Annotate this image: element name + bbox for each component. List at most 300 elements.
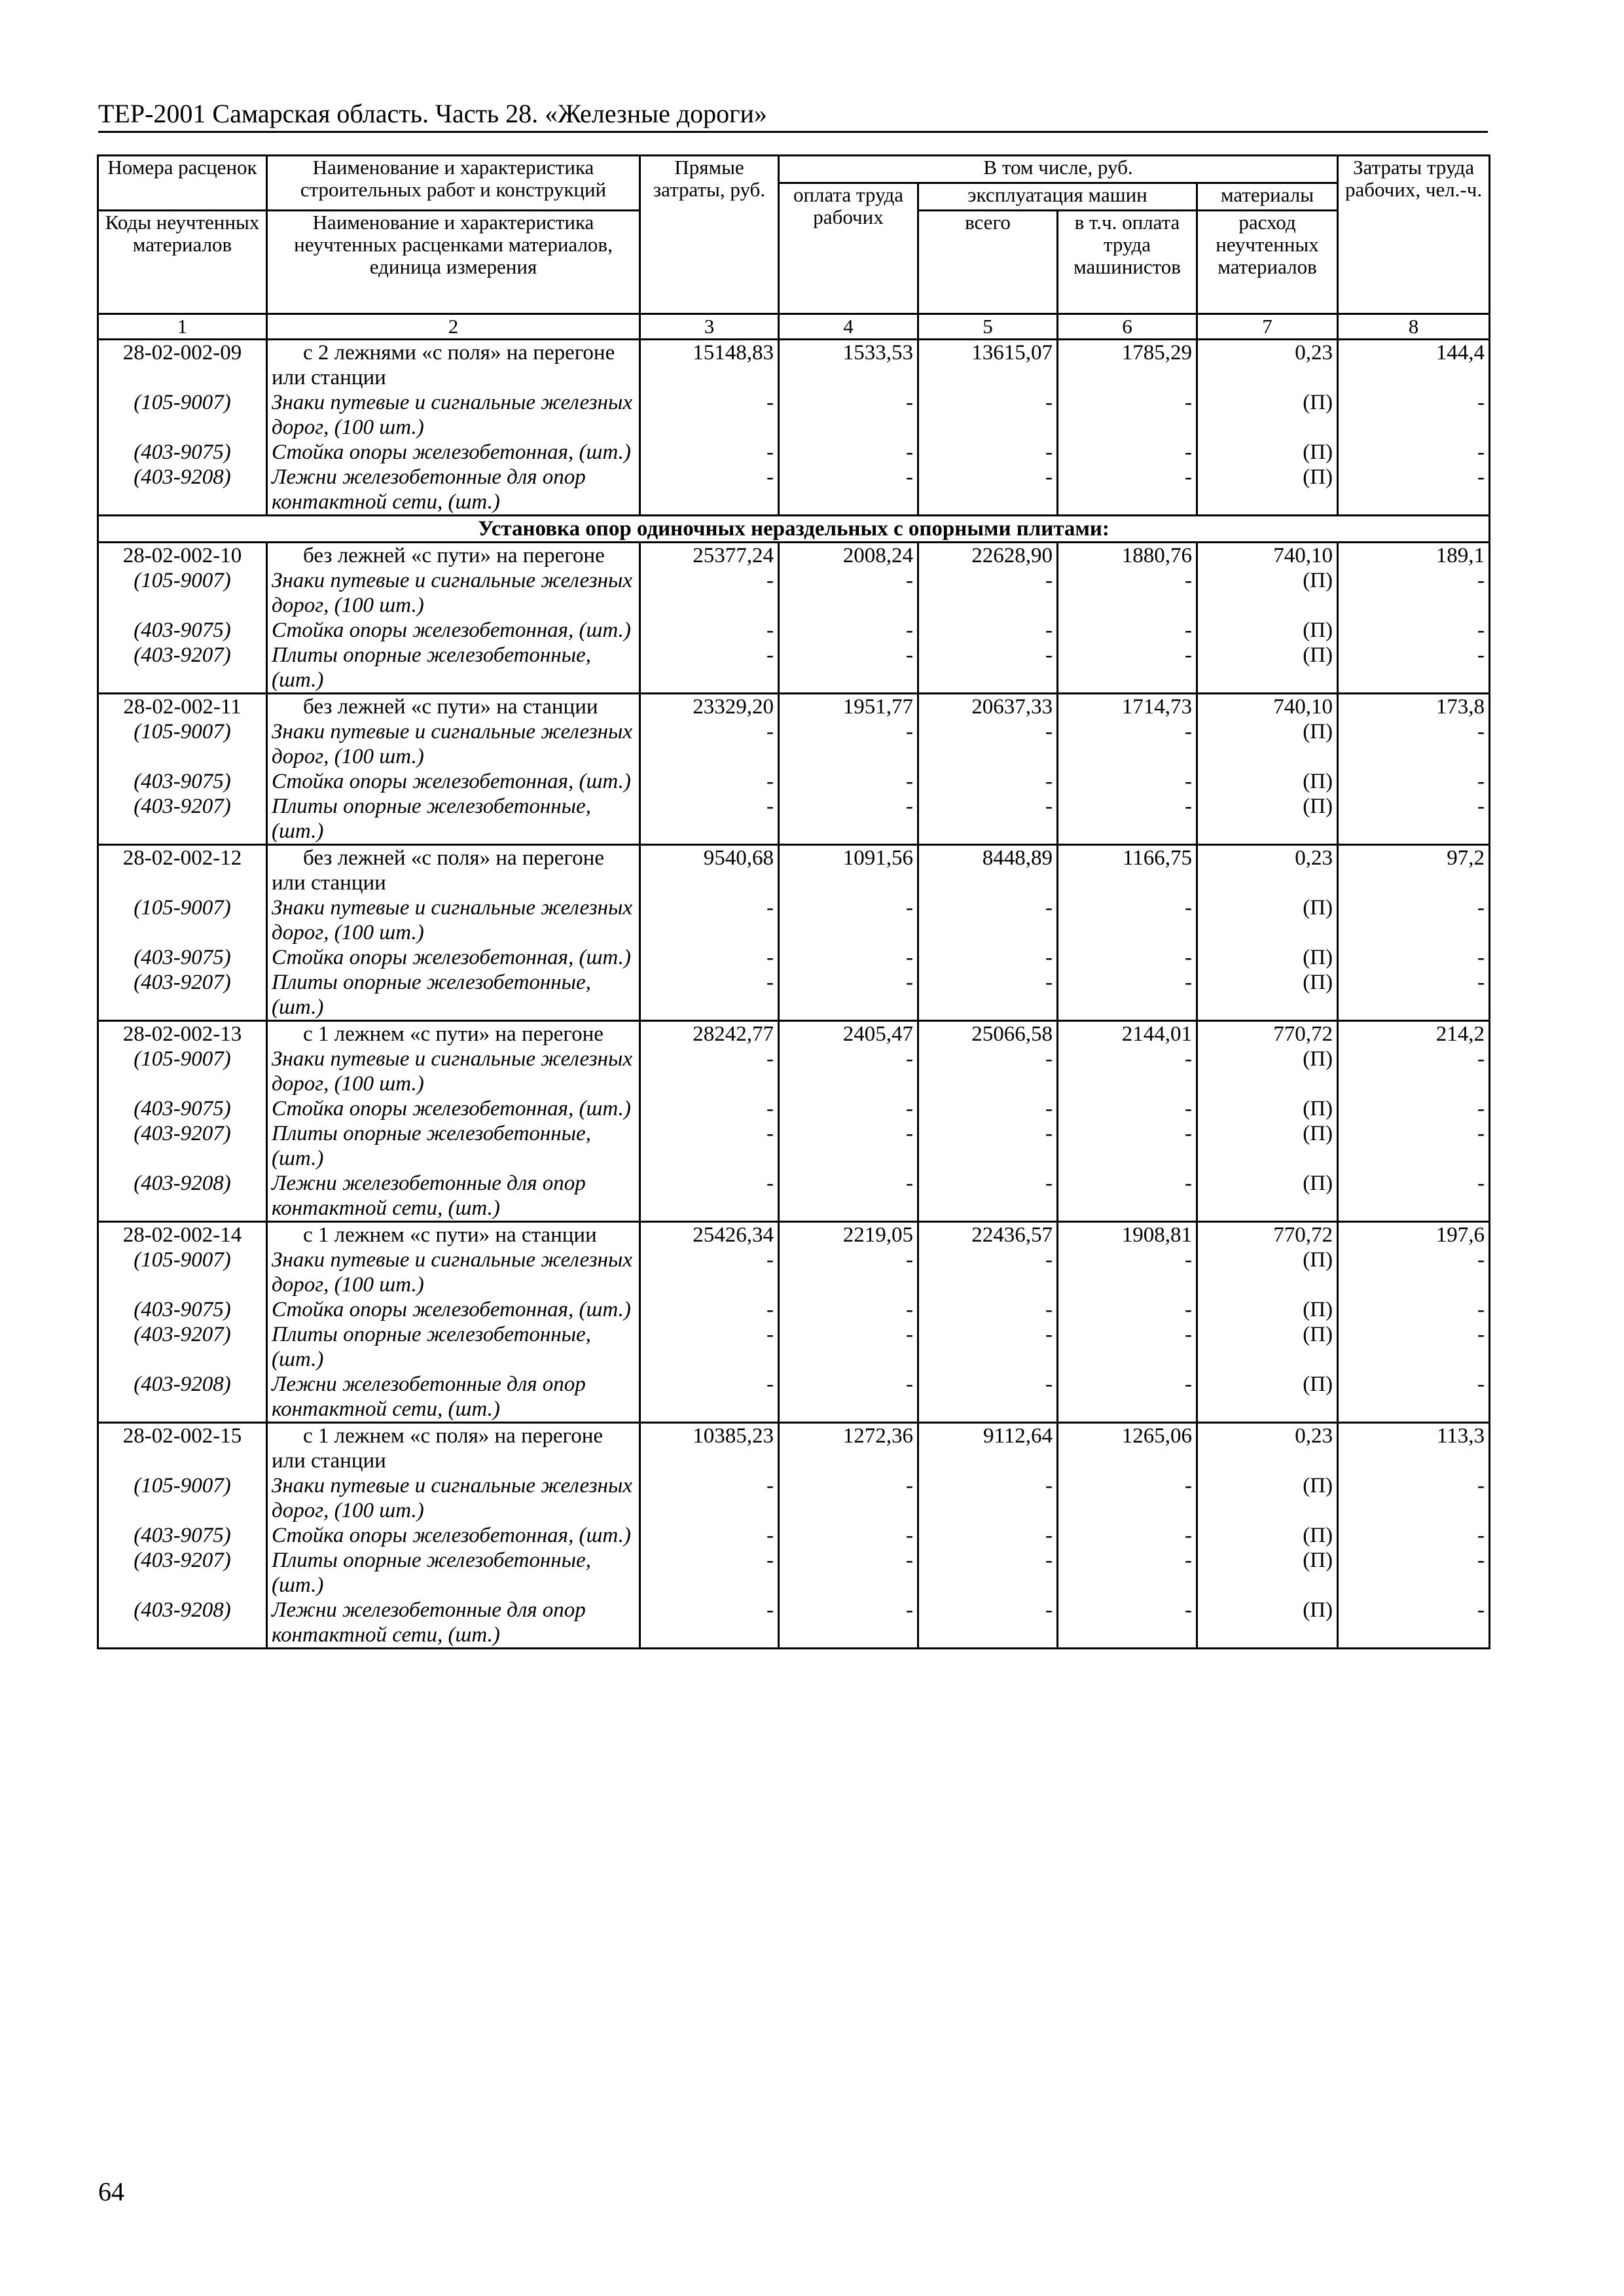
machines-total-value: - <box>918 769 1058 794</box>
operator-pay-value: - <box>1058 1473 1197 1523</box>
labor-hours-value: - <box>1338 1096 1490 1121</box>
materials-value: (П) <box>1197 895 1338 945</box>
material-code: (403-9208) <box>98 1598 267 1649</box>
material-code: (403-9207) <box>98 1121 267 1171</box>
labor-hours-value: - <box>1338 1372 1490 1423</box>
direct-costs-value: - <box>640 390 779 440</box>
materials-value: (П) <box>1197 1372 1338 1423</box>
materials-value: (П) <box>1197 794 1338 845</box>
work-description: без лежней «с пути» на станции <box>267 694 640 720</box>
labor-hours-value: - <box>1338 1297 1490 1322</box>
machines-total-value: - <box>918 643 1058 694</box>
worker-pay-value: - <box>779 465 918 516</box>
column-number: 8 <box>1338 314 1490 340</box>
direct-costs-value: 25426,34 <box>640 1222 779 1248</box>
material-description: Лежни железобетонные для опор контактной сети, (шт.) <box>267 465 640 516</box>
labor-hours-value: - <box>1338 643 1490 694</box>
operator-pay-value: 2144,01 <box>1058 1021 1197 1047</box>
material-description: Знаки путевые и сигнальные железных дорог, (100 шт.) <box>267 1047 640 1096</box>
material-description: Плиты опорные железобетонные, (шт.) <box>267 794 640 845</box>
labor-hours-value: - <box>1338 1548 1490 1598</box>
direct-costs-value: 28242,77 <box>640 1021 779 1047</box>
labor-hours-value: - <box>1338 1247 1490 1297</box>
materials-value: (П) <box>1197 1322 1338 1372</box>
operator-pay-value: - <box>1058 1322 1197 1372</box>
material-code: (403-9075) <box>98 1523 267 1548</box>
rate-code: 28-02-002-09 <box>98 340 267 391</box>
material-description: Стойка опоры железобетонная, (шт.) <box>267 769 640 794</box>
worker-pay-value: 1533,53 <box>779 340 918 391</box>
material-code: (403-9207) <box>98 643 267 694</box>
machines-total-value: - <box>918 1598 1058 1649</box>
section-heading-row <box>98 516 1490 543</box>
material-code: (403-9207) <box>98 970 267 1021</box>
rate-row <box>98 1021 1490 1047</box>
direct-costs-value: - <box>640 945 779 970</box>
material-code: (403-9207) <box>98 1322 267 1372</box>
materials-value: (П) <box>1197 465 1338 516</box>
material-row <box>98 1096 1490 1121</box>
materials-value: (П) <box>1197 719 1338 769</box>
material-code: (105-9007) <box>98 568 267 618</box>
direct-costs-value: 10385,23 <box>640 1423 779 1474</box>
materials-value: (П) <box>1197 769 1338 794</box>
machines-total-value: 22628,90 <box>918 543 1058 569</box>
machines-total-value: - <box>918 1297 1058 1322</box>
labor-hours-value: - <box>1338 1473 1490 1523</box>
material-description: Плиты опорные железобетонные, (шт.) <box>267 1322 640 1372</box>
material-code: (105-9007) <box>98 1247 267 1297</box>
operator-pay-value: - <box>1058 465 1197 516</box>
operator-pay-value: 1166,75 <box>1058 845 1197 896</box>
materials-value: (П) <box>1197 568 1338 618</box>
operator-pay-value: - <box>1058 1598 1197 1649</box>
operator-pay-value: - <box>1058 643 1197 694</box>
materials-value: 770,72 <box>1197 1021 1338 1047</box>
labor-hours-value: - <box>1338 895 1490 945</box>
column-number: 3 <box>640 314 779 340</box>
labor-hours-value: 144,4 <box>1338 340 1490 391</box>
labor-hours-value: 97,2 <box>1338 845 1490 896</box>
machines-total-value: - <box>918 618 1058 643</box>
material-row <box>98 970 1490 1021</box>
rate-row <box>98 1423 1490 1474</box>
direct-costs-value: 23329,20 <box>640 694 779 720</box>
operator-pay-value: - <box>1058 568 1197 618</box>
machines-total-value: - <box>918 970 1058 1021</box>
rate-row <box>98 845 1490 896</box>
direct-costs-value: - <box>640 1297 779 1322</box>
labor-hours-value: - <box>1338 465 1490 516</box>
material-description: Плиты опорные железобетонные, (шт.) <box>267 1548 640 1598</box>
material-row <box>98 1372 1490 1423</box>
labor-hours-value: 113,3 <box>1338 1423 1490 1474</box>
machines-total-value: 8448,89 <box>918 845 1058 896</box>
operator-pay-value: - <box>1058 769 1197 794</box>
materials-value: 0,23 <box>1197 1423 1338 1474</box>
material-row <box>98 1047 1490 1096</box>
operator-pay-value: - <box>1058 1548 1197 1598</box>
worker-pay-value: - <box>779 945 918 970</box>
machines-total-value: 25066,58 <box>918 1021 1058 1047</box>
worker-pay-value: - <box>779 1121 918 1171</box>
materials-value: 740,10 <box>1197 694 1338 720</box>
worker-pay-value: - <box>779 568 918 618</box>
material-description: Стойка опоры железобетонная, (шт.) <box>267 1096 640 1121</box>
worker-pay-value: - <box>779 1598 918 1649</box>
operator-pay-value: - <box>1058 1247 1197 1297</box>
material-row <box>98 618 1490 643</box>
rate-code: 28-02-002-11 <box>98 694 267 720</box>
direct-costs-value: - <box>640 1473 779 1523</box>
header-material-consumption: расход неучтенных материалов <box>1197 211 1338 314</box>
operator-pay-value: 1785,29 <box>1058 340 1197 391</box>
machines-total-value: - <box>918 945 1058 970</box>
material-row <box>98 1523 1490 1548</box>
materials-value: (П) <box>1197 945 1338 970</box>
worker-pay-value: - <box>779 618 918 643</box>
rate-code: 28-02-002-12 <box>98 845 267 896</box>
material-code: (403-9208) <box>98 1171 267 1222</box>
materials-value: (П) <box>1197 1171 1338 1222</box>
header-direct-costs: Прямые затраты, руб. <box>640 156 779 314</box>
header-machine-operation: эксплуатация машин <box>918 183 1197 211</box>
header-work-name: Наименование и характеристика строительных работ и конструкций <box>267 156 640 211</box>
material-description: Лежни железобетонные для опор контактной сети, (шт.) <box>267 1372 640 1423</box>
rate-code: 28-02-002-10 <box>98 543 267 569</box>
materials-value: (П) <box>1197 643 1338 694</box>
materials-value: (П) <box>1197 1047 1338 1096</box>
material-code: (403-9207) <box>98 794 267 845</box>
materials-value: (П) <box>1197 618 1338 643</box>
rates-table <box>97 154 1490 1649</box>
worker-pay-value: - <box>779 1297 918 1322</box>
direct-costs-value: - <box>640 618 779 643</box>
materials-value: (П) <box>1197 1548 1338 1598</box>
worker-pay-value: 1272,36 <box>779 1423 918 1474</box>
material-description: Лежни железобетонные для опор контактной сети, (шт.) <box>267 1171 640 1222</box>
table-header <box>98 156 1490 340</box>
material-code: (403-9208) <box>98 465 267 516</box>
direct-costs-value: - <box>640 1548 779 1598</box>
labor-hours-value: - <box>1338 1322 1490 1372</box>
material-row <box>98 1322 1490 1372</box>
labor-hours-value: - <box>1338 440 1490 465</box>
machines-total-value: - <box>918 465 1058 516</box>
operator-pay-value: - <box>1058 719 1197 769</box>
header-rule <box>98 131 1488 133</box>
material-row <box>98 794 1490 845</box>
direct-costs-value: - <box>640 465 779 516</box>
machines-total-value: - <box>918 1548 1058 1598</box>
header-material-codes: Коды неучтенных материалов <box>98 211 267 314</box>
materials-value: (П) <box>1197 970 1338 1021</box>
operator-pay-value: - <box>1058 1297 1197 1322</box>
worker-pay-value: - <box>779 895 918 945</box>
worker-pay-value: - <box>779 1171 918 1222</box>
material-row <box>98 568 1490 618</box>
labor-hours-value: - <box>1338 1523 1490 1548</box>
rate-row <box>98 340 1490 391</box>
operator-pay-value: - <box>1058 1096 1197 1121</box>
material-description: Знаки путевые и сигнальные железных дорог, (100 шт.) <box>267 1473 640 1523</box>
rate-row <box>98 1222 1490 1248</box>
operator-pay-value: - <box>1058 945 1197 970</box>
materials-value: 0,23 <box>1197 845 1338 896</box>
material-row <box>98 1473 1490 1523</box>
table-body <box>98 340 1490 1649</box>
material-description: Лежни железобетонные для опор контактной сети, (шт.) <box>267 1598 640 1649</box>
machines-total-value: - <box>918 895 1058 945</box>
materials-value: (П) <box>1197 440 1338 465</box>
direct-costs-value: - <box>640 769 779 794</box>
machines-total-value: - <box>918 794 1058 845</box>
material-code: (105-9007) <box>98 719 267 769</box>
machines-total-value: - <box>918 390 1058 440</box>
direct-costs-value: - <box>640 970 779 1021</box>
material-code: (403-9075) <box>98 1297 267 1322</box>
machines-total-value: 9112,64 <box>918 1423 1058 1474</box>
operator-pay-value: - <box>1058 440 1197 465</box>
direct-costs-value: - <box>640 1247 779 1297</box>
worker-pay-value: - <box>779 769 918 794</box>
header-rate-numbers: Номера расценок <box>98 156 267 211</box>
labor-hours-value: - <box>1338 1171 1490 1222</box>
machines-total-value: - <box>918 1171 1058 1222</box>
material-description: Плиты опорные железобетонные, (шт.) <box>267 643 640 694</box>
operator-pay-value: - <box>1058 1047 1197 1096</box>
work-description: без лежней «с пути» на перегоне <box>267 543 640 569</box>
material-code: (403-9075) <box>98 1096 267 1121</box>
materials-value: 770,72 <box>1197 1222 1338 1248</box>
work-description: с 1 лежнем «с пути» на станции <box>267 1222 640 1248</box>
material-description: Плиты опорные железобетонные, (шт.) <box>267 970 640 1021</box>
labor-hours-value: - <box>1338 1598 1490 1649</box>
header-materials: материалы <box>1197 183 1338 211</box>
operator-pay-value: - <box>1058 1523 1197 1548</box>
direct-costs-value: - <box>640 794 779 845</box>
material-code: (403-9075) <box>98 769 267 794</box>
rate-code: 28-02-002-13 <box>98 1021 267 1047</box>
worker-pay-value: - <box>779 440 918 465</box>
direct-costs-value: - <box>640 643 779 694</box>
material-description: Знаки путевые и сигнальные железных дорог, (100 шт.) <box>267 719 640 769</box>
material-row <box>98 895 1490 945</box>
machines-total-value: - <box>918 719 1058 769</box>
page-number: 64 <box>98 2177 124 2206</box>
worker-pay-value: - <box>779 390 918 440</box>
material-description: Стойка опоры железобетонная, (шт.) <box>267 1297 640 1322</box>
material-row <box>98 440 1490 465</box>
material-code: (403-9075) <box>98 618 267 643</box>
labor-hours-value: - <box>1338 945 1490 970</box>
column-number: 1 <box>98 314 267 340</box>
machines-total-value: 20637,33 <box>918 694 1058 720</box>
header-worker-pay: оплата труда рабочих <box>779 183 918 314</box>
material-code: (105-9007) <box>98 390 267 440</box>
material-description: Стойка опоры железобетонная, (шт.) <box>267 1523 640 1548</box>
column-number: 5 <box>918 314 1058 340</box>
worker-pay-value: 1951,77 <box>779 694 918 720</box>
material-description: Знаки путевые и сигнальные железных дорог, (100 шт.) <box>267 390 640 440</box>
section-heading: Установка опор одиночных нераздельных с опорными плитами: <box>98 516 1490 543</box>
worker-pay-value: - <box>779 1548 918 1598</box>
operator-pay-value: - <box>1058 794 1197 845</box>
direct-costs-value: 15148,83 <box>640 340 779 391</box>
worker-pay-value: - <box>779 643 918 694</box>
worker-pay-value: - <box>779 970 918 1021</box>
materials-value: (П) <box>1197 1096 1338 1121</box>
material-description: Стойка опоры железобетонная, (шт.) <box>267 440 640 465</box>
material-row <box>98 945 1490 970</box>
worker-pay-value: 1091,56 <box>779 845 918 896</box>
materials-value: (П) <box>1197 1598 1338 1649</box>
labor-hours-value: - <box>1338 769 1490 794</box>
material-description: Знаки путевые и сигнальные железных дорог, (100 шт.) <box>267 1247 640 1297</box>
column-number: 6 <box>1058 314 1197 340</box>
materials-value: (П) <box>1197 1473 1338 1523</box>
labor-hours-value: - <box>1338 794 1490 845</box>
machines-total-value: - <box>918 1096 1058 1121</box>
materials-value: (П) <box>1197 1523 1338 1548</box>
rate-row <box>98 543 1490 569</box>
worker-pay-value: - <box>779 1372 918 1423</box>
worker-pay-value: - <box>779 1047 918 1096</box>
materials-value: (П) <box>1197 390 1338 440</box>
direct-costs-value: - <box>640 1523 779 1548</box>
operator-pay-value: - <box>1058 1372 1197 1423</box>
labor-hours-value: 197,6 <box>1338 1222 1490 1248</box>
materials-value: 0,23 <box>1197 340 1338 391</box>
material-code: (105-9007) <box>98 895 267 945</box>
operator-pay-value: 1880,76 <box>1058 543 1197 569</box>
work-description: с 1 лежнем «с пути» на перегоне <box>267 1021 640 1047</box>
materials-value: 740,10 <box>1197 543 1338 569</box>
worker-pay-value: - <box>779 1473 918 1523</box>
material-row <box>98 643 1490 694</box>
direct-costs-value: - <box>640 1171 779 1222</box>
header-including: В том числе, руб. <box>779 156 1338 183</box>
direct-costs-value: 9540,68 <box>640 845 779 896</box>
machines-total-value: - <box>918 568 1058 618</box>
material-row <box>98 719 1490 769</box>
material-description: Знаки путевые и сигнальные железных дорог, (100 шт.) <box>267 895 640 945</box>
direct-costs-value: - <box>640 1096 779 1121</box>
direct-costs-value: - <box>640 1322 779 1372</box>
material-code: (403-9075) <box>98 440 267 465</box>
machines-total-value: - <box>918 440 1058 465</box>
labor-hours-value: - <box>1338 390 1490 440</box>
material-row <box>98 390 1490 440</box>
material-description: Знаки путевые и сигнальные железных дорог, (100 шт.) <box>267 568 640 618</box>
operator-pay-value: - <box>1058 390 1197 440</box>
page-header-title: ТЕР-2001 Самарская область. Часть 28. «Железные дороги» <box>98 99 767 128</box>
direct-costs-value: - <box>640 895 779 945</box>
machines-total-value: - <box>918 1322 1058 1372</box>
labor-hours-value: - <box>1338 1121 1490 1171</box>
worker-pay-value: 2405,47 <box>779 1021 918 1047</box>
material-description: Плиты опорные железобетонные, (шт.) <box>267 1121 640 1171</box>
machines-total-value: - <box>918 1523 1058 1548</box>
operator-pay-value: 1714,73 <box>1058 694 1197 720</box>
labor-hours-value: - <box>1338 1047 1490 1096</box>
worker-pay-value: - <box>779 719 918 769</box>
machines-total-value: - <box>918 1121 1058 1171</box>
machines-total-value: - <box>918 1247 1058 1297</box>
direct-costs-value: - <box>640 1047 779 1096</box>
materials-value: (П) <box>1197 1297 1338 1322</box>
header-operator-pay: в т.ч. оплата труда машинистов <box>1058 211 1197 314</box>
work-description: с 1 лежнем «с поля» на перегоне или станции <box>267 1423 640 1474</box>
work-description: с 2 лежнями «с поля» на перегоне или станции <box>267 340 640 391</box>
column-numbers-row <box>98 314 1490 340</box>
column-number: 2 <box>267 314 640 340</box>
material-code: (403-9075) <box>98 945 267 970</box>
machines-total-value: - <box>918 1047 1058 1096</box>
material-code: (105-9007) <box>98 1473 267 1523</box>
direct-costs-value: - <box>640 1121 779 1171</box>
material-row <box>98 1297 1490 1322</box>
labor-hours-value: - <box>1338 970 1490 1021</box>
worker-pay-value: 2219,05 <box>779 1222 918 1248</box>
material-code: (403-9208) <box>98 1372 267 1423</box>
worker-pay-value: - <box>779 1096 918 1121</box>
operator-pay-value: - <box>1058 1121 1197 1171</box>
labor-hours-value: 173,8 <box>1338 694 1490 720</box>
material-row <box>98 1121 1490 1171</box>
labor-hours-value: 189,1 <box>1338 543 1490 569</box>
direct-costs-value: - <box>640 1372 779 1423</box>
operator-pay-value: - <box>1058 1171 1197 1222</box>
material-row <box>98 1171 1490 1222</box>
material-row <box>98 769 1490 794</box>
rate-code: 28-02-002-15 <box>98 1423 267 1474</box>
material-description: Стойка опоры железобетонная, (шт.) <box>267 618 640 643</box>
direct-costs-value: - <box>640 1598 779 1649</box>
labor-hours-value: - <box>1338 568 1490 618</box>
operator-pay-value: 1908,81 <box>1058 1222 1197 1248</box>
machines-total-value: - <box>918 1372 1058 1423</box>
work-description: без лежней «с поля» на перегоне или станции <box>267 845 640 896</box>
worker-pay-value: - <box>779 1322 918 1372</box>
worker-pay-value: - <box>779 1523 918 1548</box>
material-row <box>98 1548 1490 1598</box>
materials-value: (П) <box>1197 1247 1338 1297</box>
operator-pay-value: - <box>1058 895 1197 945</box>
machines-total-value: - <box>918 1473 1058 1523</box>
header-machines-total: всего <box>918 211 1058 314</box>
material-row <box>98 1598 1490 1649</box>
header-material-name: Наименование и характеристика неучтенных расценками материалов, единица измерения <box>267 211 640 314</box>
machines-total-value: 22436,57 <box>918 1222 1058 1248</box>
operator-pay-value: - <box>1058 970 1197 1021</box>
worker-pay-value: 2008,24 <box>779 543 918 569</box>
labor-hours-value: - <box>1338 618 1490 643</box>
machines-total-value: 13615,07 <box>918 340 1058 391</box>
direct-costs-value: - <box>640 440 779 465</box>
material-row <box>98 1247 1490 1297</box>
header-labor-hours: Затраты труда рабочих, чел.-ч. <box>1338 156 1490 314</box>
labor-hours-value: - <box>1338 719 1490 769</box>
direct-costs-value: 25377,24 <box>640 543 779 569</box>
column-number: 4 <box>779 314 918 340</box>
materials-value: (П) <box>1197 1121 1338 1171</box>
operator-pay-value: - <box>1058 618 1197 643</box>
material-code: (105-9007) <box>98 1047 267 1096</box>
worker-pay-value: - <box>779 1247 918 1297</box>
material-description: Стойка опоры железобетонная, (шт.) <box>267 945 640 970</box>
material-code: (403-9207) <box>98 1548 267 1598</box>
